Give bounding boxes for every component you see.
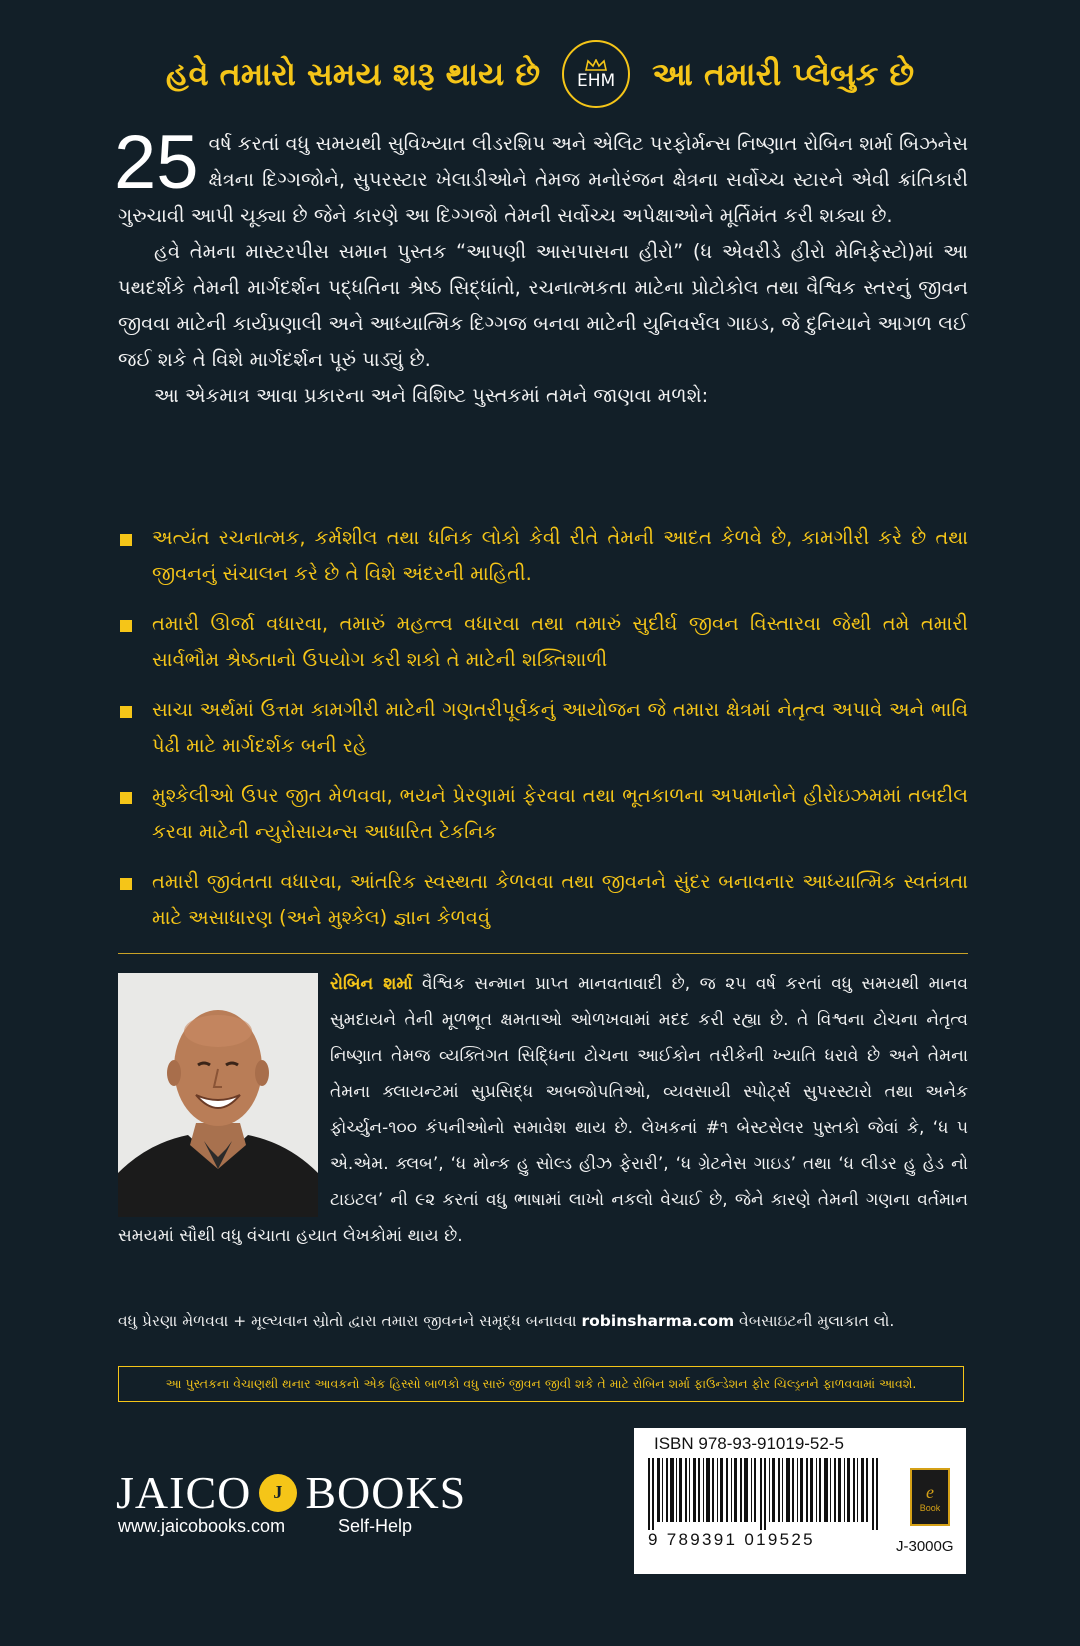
square-bullet-icon xyxy=(120,534,132,546)
foundation-note: આ પુસ્તકના વેચાણથી થનાર આવકનો એક હિસ્સો બાળકો વધુ સારું જીવન જીવી શકે તે માટે રોબિન શર્મા ફાઉન્ડેશન ફોર ચિલ્ડ્રનને ફાળવવામાં આવશે. xyxy=(118,1366,964,1402)
bullet-item xyxy=(118,520,968,592)
square-bullet-icon xyxy=(120,878,132,890)
barcode-panel xyxy=(634,1428,966,1574)
barcode-icon xyxy=(648,1458,898,1530)
genre-label: Self-Help xyxy=(338,1516,413,1536)
photo-spacer xyxy=(118,966,330,1216)
ebook-letter: e xyxy=(926,1481,934,1502)
square-bullet-icon xyxy=(120,792,132,804)
sun-icon xyxy=(259,1474,297,1512)
crown-icon xyxy=(585,59,607,71)
bullet-text: મુશ્કેલીઓ ઉપર જીત મેળવવા, ભયને પ્રેરણામાં ફેરવવા તથા ભૂતકાળના અપમાનોને હીરોઇઝમમાં તબદીલ કરવા માટેની ન્યુરોસાયન્સ આધારિત ટેકનિક xyxy=(152,784,968,843)
barcode-digits: 9 789391 019525 xyxy=(648,1530,815,1549)
dropcap-number: 25 xyxy=(114,120,199,205)
sun-letter: J xyxy=(273,1482,284,1502)
intro-paragraph-2: હવે તેમના માસ્ટરપીસ સમાન પુસ્તક “આપણી આસપાસના હીરો” (ધ એવરીડે હીરો મેનિફેસ્ટો)માં આ પથદર્શકે તેમની માર્ગદર્શન પદ્ધતિના શ્રેષ્ઠ સિદ્ધાંતો, રચનાત્મકતા માટેના પ્રોટોકોલ તથા વૈશ્વિક સ્તરનું જીવન જીવવા માટેની કાર્યપ્રણાલી અને આધ્યાત્મિક દિગ્ગજ બનવા માટેની યુનિવર્સલ ગાઇડ, જે દુનિયાને આગળ લઈ જઈ શકે તે વિશે માર્ગદર્શન પૂરું પાડ્યું છે. xyxy=(118,240,968,371)
intro-paragraph-3: આ એકમાત્ર આવા પ્રકારના અને વિશિષ્ટ પુસ્તકમાં તમને જાણવા મળશે: xyxy=(154,384,709,407)
headline-right: આ તમારી પ્લેબુક છે xyxy=(652,54,915,93)
bullet-text: સાચા અર્થમાં ઉત્તમ કામગીરી માટેની ગણતરીપૂર્વકનું આયોજન જે તમારા ક્ષેત્રમાં નેતૃત્વ અપાવે અને ભાવિ પેઢી માટે માર્ગદર્શક બની રહે xyxy=(152,698,968,757)
bullet-list xyxy=(118,520,968,950)
bullet-item xyxy=(118,864,968,936)
square-bullet-icon xyxy=(120,620,132,632)
author-website-link[interactable]: robinsharma.com xyxy=(581,1312,735,1330)
author-bio-text: વૈશ્વિક સન્માન પ્રાપ્ત માનવતાવાદી છે, જ ૨૫ વર્ષ કરતાં વધુ સમયથી માનવ સુમદાયને તેની મૂળભૂત ક્ષમતાઓ ઓળખવામાં મદદ કરી રહ્યા છે. તે વિશ્વના ટોચના નેતૃત્વ નિષ્ણાત તેમજ વ્યક્તિગત સિદ્ધિના ટોચના આઈકોન તરીકેની ખ્યાતિ ધરાવે છે અને તેમના તેમના ક્લાયન્ટમાં સુપ્રસિદ્ધ અબજોપતિઓ, વ્યવસાયી સ્પોર્ટ્સ સુપરસ્ટારો તથા અનેક ફોર્ચ્યુન-૧૦૦ કંપનીઓનો સમાવેશ થાય છે. લેખકનાં #૧ બેસ્ટસેલર પુસ્તકો જેવાં કે, ‘ધ ૫ એ.એમ. ક્લબ’, ‘ધ મોન્ક હુ સોલ્ડ હીઝ ફેરારી’, ‘ધ ગ્રેટનેસ ગાઇડ’ તથા ‘ધ લીડર હુ હેડ નો ટાઇટલ’ ની ૯૨ કરતાં વધુ ભાષામાં લાખો નકલો વેચાઈ છે, જેને કારણે તેમની ગણના વર્તમાન સમયમાં સૌથી વધુ વંચાતા હયાત લેખકોમાં થાય છે. xyxy=(118,974,969,1246)
author-bio xyxy=(118,966,968,1254)
bullet-text: અત્યંત રચનાત્મક, કર્મશીલ તથા ધનિક લોકો કેવી રીતે તેમની આદત કેળવે છે, કામગીરી કરે છે તથા જીવનનું સંચાલન કરે છે તે વિશે અંદરની માહિતી. xyxy=(152,526,968,585)
isbn-text: ISBN 978-93-91019-52-5 xyxy=(654,1434,844,1453)
author-name: રોબિન શર્મા xyxy=(330,974,413,994)
bullet-item xyxy=(118,606,968,678)
jaico-books-logo xyxy=(116,1466,466,1519)
ehm-logo-text: EHM xyxy=(577,70,616,91)
bullet-text: તમારી જીવંતતા વધારવા, આંતરિક સ્વસ્થતા કેળવવા તથા જીવનને સુંદર બનાવનાર આધ્યાત્મિક સ્વતંત્રતા માટે અસાધારણ (અને મુશ્કેલ) જ્ઞાન કેળવવું xyxy=(152,870,968,929)
section-divider xyxy=(118,953,968,954)
square-bullet-icon xyxy=(120,706,132,718)
intro-paragraph-1-text: વર્ષ કરતાં વધુ સમયથી સુવિખ્યાત લીડરશિપ અને એલિટ પરફોર્મન્સ નિષ્ણાત રોબિન શર્મા બિઝનેસ ક્ષેત્રના દિગ્ગજોને, સુપરસ્ટાર ખેલાડીઓને તેમજ મનોરંજન ક્ષેત્રના સર્વોચ્ચ સ્ટારને એવી ક્રાંતિકારી ગુરુચાવી આપી ચૂક્યા છે જેને કારણે આ દિગ્ગજો તેમની સર્વોચ્ચ અપેક્ષાઓને મૂર્તિમંત કરી શક્યા છે. xyxy=(118,132,968,227)
publisher-url[interactable]: www.jaicobooks.com xyxy=(118,1516,286,1536)
logo-left-word: JAICO xyxy=(116,1467,252,1518)
logo-right-word: BOOKS xyxy=(305,1467,467,1518)
bullet-item xyxy=(118,692,968,764)
bullet-text: તમારી ઊર્જા વધારવા, તમારું મહત્ત્વ વધારવા તથા તમારું સુદીર્ઘ જીવન વિસ્તારવા જેથી તમે તમારી સાર્વભૌમ શ્રેષ્ઠતાનો ઉપયોગ કરી શકો તે માટેની શક્તિશાળી xyxy=(152,612,968,671)
website-line-after: વેબસાઇટની મુલાકાત લો. xyxy=(739,1312,895,1330)
ebook-label: Book xyxy=(919,1502,941,1513)
website-line-before: વધુ પ્રેરણા મેળવવા + મૂલ્યવાન સ્રોતો દ્વારા તમારા જીવનને સમૃદ્ધ બનાવવા xyxy=(118,1312,577,1330)
headline xyxy=(0,40,1080,108)
ehm-logo xyxy=(562,40,630,108)
intro-section xyxy=(114,120,968,414)
headline-left: હવે તમારો સમય શરૂ થાય છે xyxy=(165,54,541,93)
ebook-badge xyxy=(910,1468,950,1526)
bullet-item xyxy=(118,778,968,850)
job-code: J-3000G xyxy=(896,1538,954,1555)
website-line xyxy=(118,1312,968,1331)
intro-paragraph-1 xyxy=(114,120,968,234)
